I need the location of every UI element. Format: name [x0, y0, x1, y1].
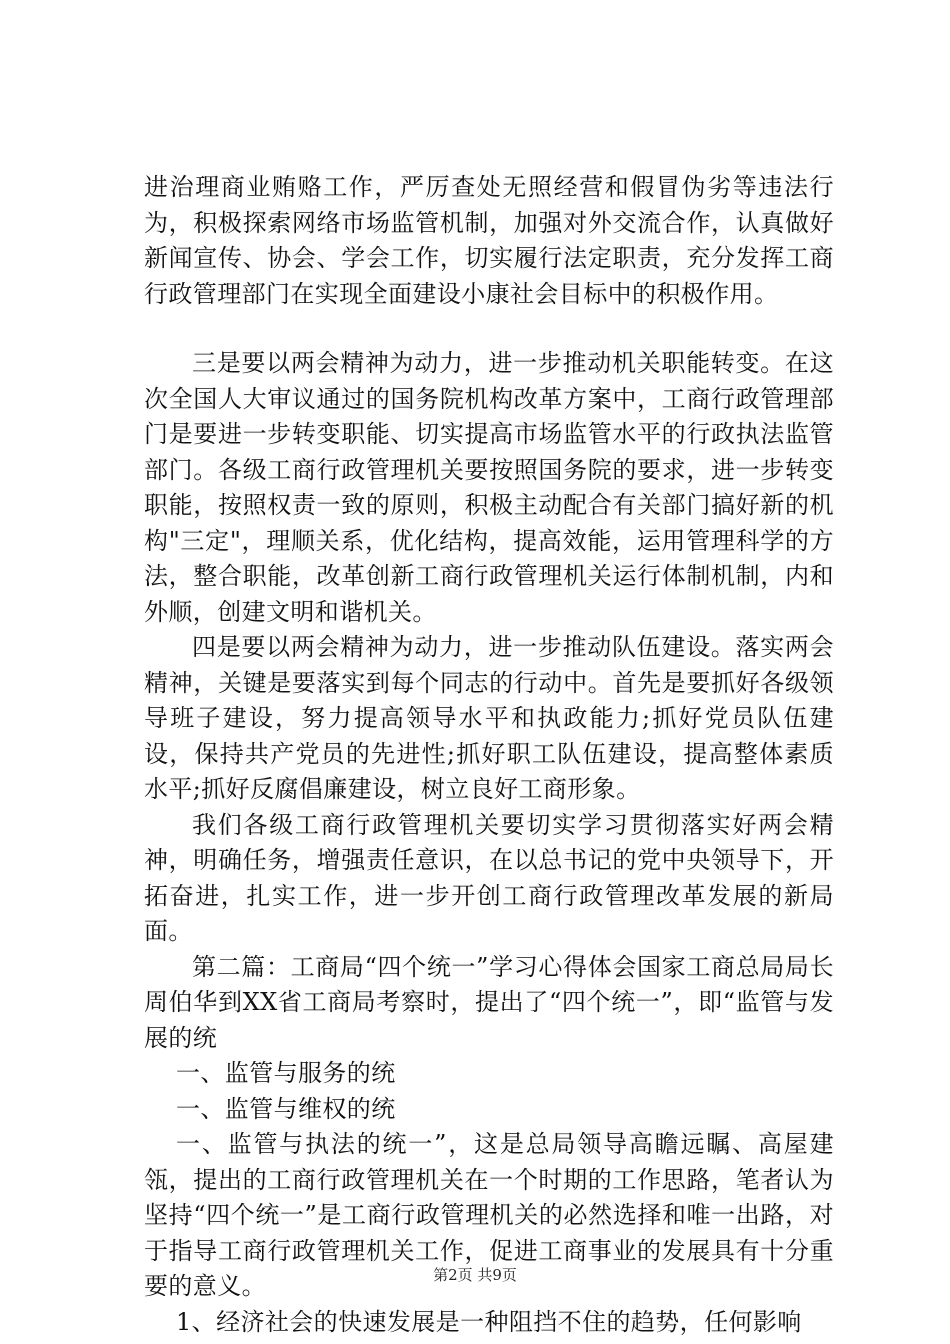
paragraph: 第二篇：工商局“四个统一”学习心得体会国家工商总局局长周伯华到XX省工商局考察时，提出了“四个统一”，即“监管与发展的统: [144, 952, 834, 1052]
paragraph: 1、经济社会的快速发展是一种阻挡不住的趋势，任何影响: [176, 1307, 802, 1336]
paragraph: 进治理商业贿赂工作，严厉查处无照经营和假冒伪劣等违法行为，积极探索网络市场监管机制，加强对外交流合作，认真做好新闻宣传、协会、学会工作，切实履行法定职责，充分发挥工商行政管理部门在实现全面建设小康社会目标中的积极作用。: [144, 173, 834, 308]
paragraph: 我们各级工商行政管理机关要切实学习贯彻落实好两会精神，明确任务，增强责任意识，在以总书记的党中央领导下，开拓奋进，扎实工作，进一步开创工商行政管理改革发展的新局面。: [144, 810, 834, 945]
document-body: [144, 170, 834, 1340]
paragraph: 四是要以两会精神为动力，进一步推动队伍建设。落实两会精神，关键是要落实到每个同志的行动中。首先是要抓好各级领导班子建设，努力提高领导水平和执政能力;抓好党员队伍建设，保持共产党员的先进性;抓好职工队伍建设，提高整体素质水平;抓好反腐倡廉建设，树立良好工商形象。: [144, 633, 834, 803]
list-item: 一、监管与执法的统一”，这是总局领导高瞻远瞩、高屋建瓴，提出的工商行政管理机关在一个时期的工作思路，笔者认为坚持“四个统一”是工商行政管理机关的必然选择和唯一出路，对于指导工商行政管理机关工作，促进工商事业的发展具有十分重要的意义。: [144, 1130, 834, 1300]
page-number-footer: 第2页 共9页: [433, 1266, 517, 1284]
paragraph: 三是要以两会精神为动力，进一步推动机关职能转变。在这次全国人大审议通过的国务院机构改革方案中，工商行政管理部门是要进一步转变职能、切实提高市场监管水平的行政执法监管部门。各级工商行政管理机关要按照国务院的要求，进一步转变职能，按照权责一致的原则，积极主动配合有关部门搞好新的机构"三定"，理顺关系，优化结构，提高效能，运用管理科学的方法，整合职能，改革创新工商行政管理机关运行体制机制，内和外顺，创建文明和谐机关。: [144, 349, 834, 626]
list-item: 一、监管与服务的统: [176, 1059, 396, 1087]
list-item: 一、监管与维权的统: [176, 1094, 396, 1123]
